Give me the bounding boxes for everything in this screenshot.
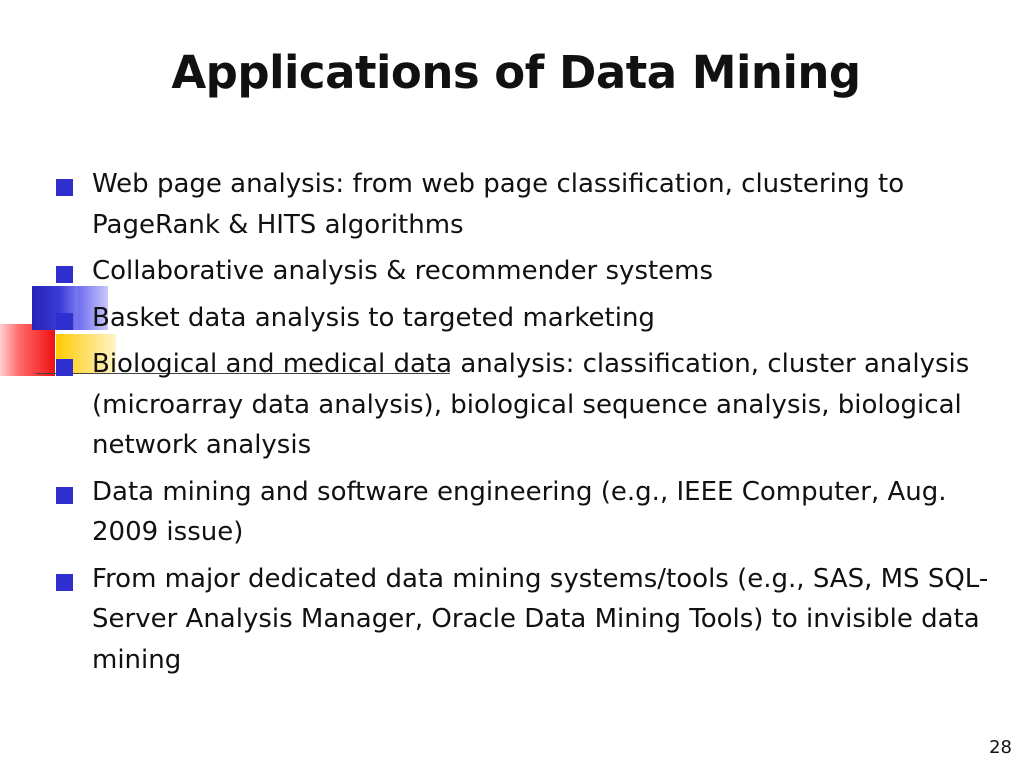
square-bullet-icon bbox=[56, 266, 73, 283]
slide-title: Applications of Data Mining bbox=[171, 46, 861, 99]
square-bullet-icon bbox=[56, 313, 73, 330]
bullet-item bbox=[56, 344, 996, 466]
bullet-item bbox=[56, 251, 996, 292]
square-bullet-icon bbox=[56, 487, 73, 504]
bullet-list bbox=[56, 164, 996, 686]
square-bullet-icon bbox=[56, 179, 73, 196]
bullet-text: From major dedicated data mining systems/tools (e.g., SAS, MS SQL-Server Analysis Manager, Oracle Data Mining Tools) to invisible data mining bbox=[92, 563, 989, 675]
page-number: 28 bbox=[989, 737, 1012, 758]
bullet-text: Collaborative analysis & recommender systems bbox=[92, 256, 714, 286]
square-bullet-icon bbox=[56, 359, 73, 376]
bullet-item bbox=[56, 164, 996, 245]
bullet-text: Web page analysis: from web page classification, clustering to PageRank & HITS algorithms bbox=[92, 169, 905, 240]
bullet-item bbox=[56, 298, 996, 339]
bullet-text: Data mining and software engineering (e.g., IEEE Computer, Aug. 2009 issue) bbox=[92, 476, 947, 547]
square-bullet-icon bbox=[56, 574, 73, 591]
red-block bbox=[0, 324, 55, 376]
bullet-text: Basket data analysis to targeted marketing bbox=[92, 302, 655, 333]
bullet-text: Biological and medical data analysis: classification, cluster analysis (microarray data analysis), biological sequence analysis, biological network analysis bbox=[92, 349, 970, 460]
bullet-item bbox=[56, 559, 996, 681]
bullet-item bbox=[56, 472, 996, 553]
